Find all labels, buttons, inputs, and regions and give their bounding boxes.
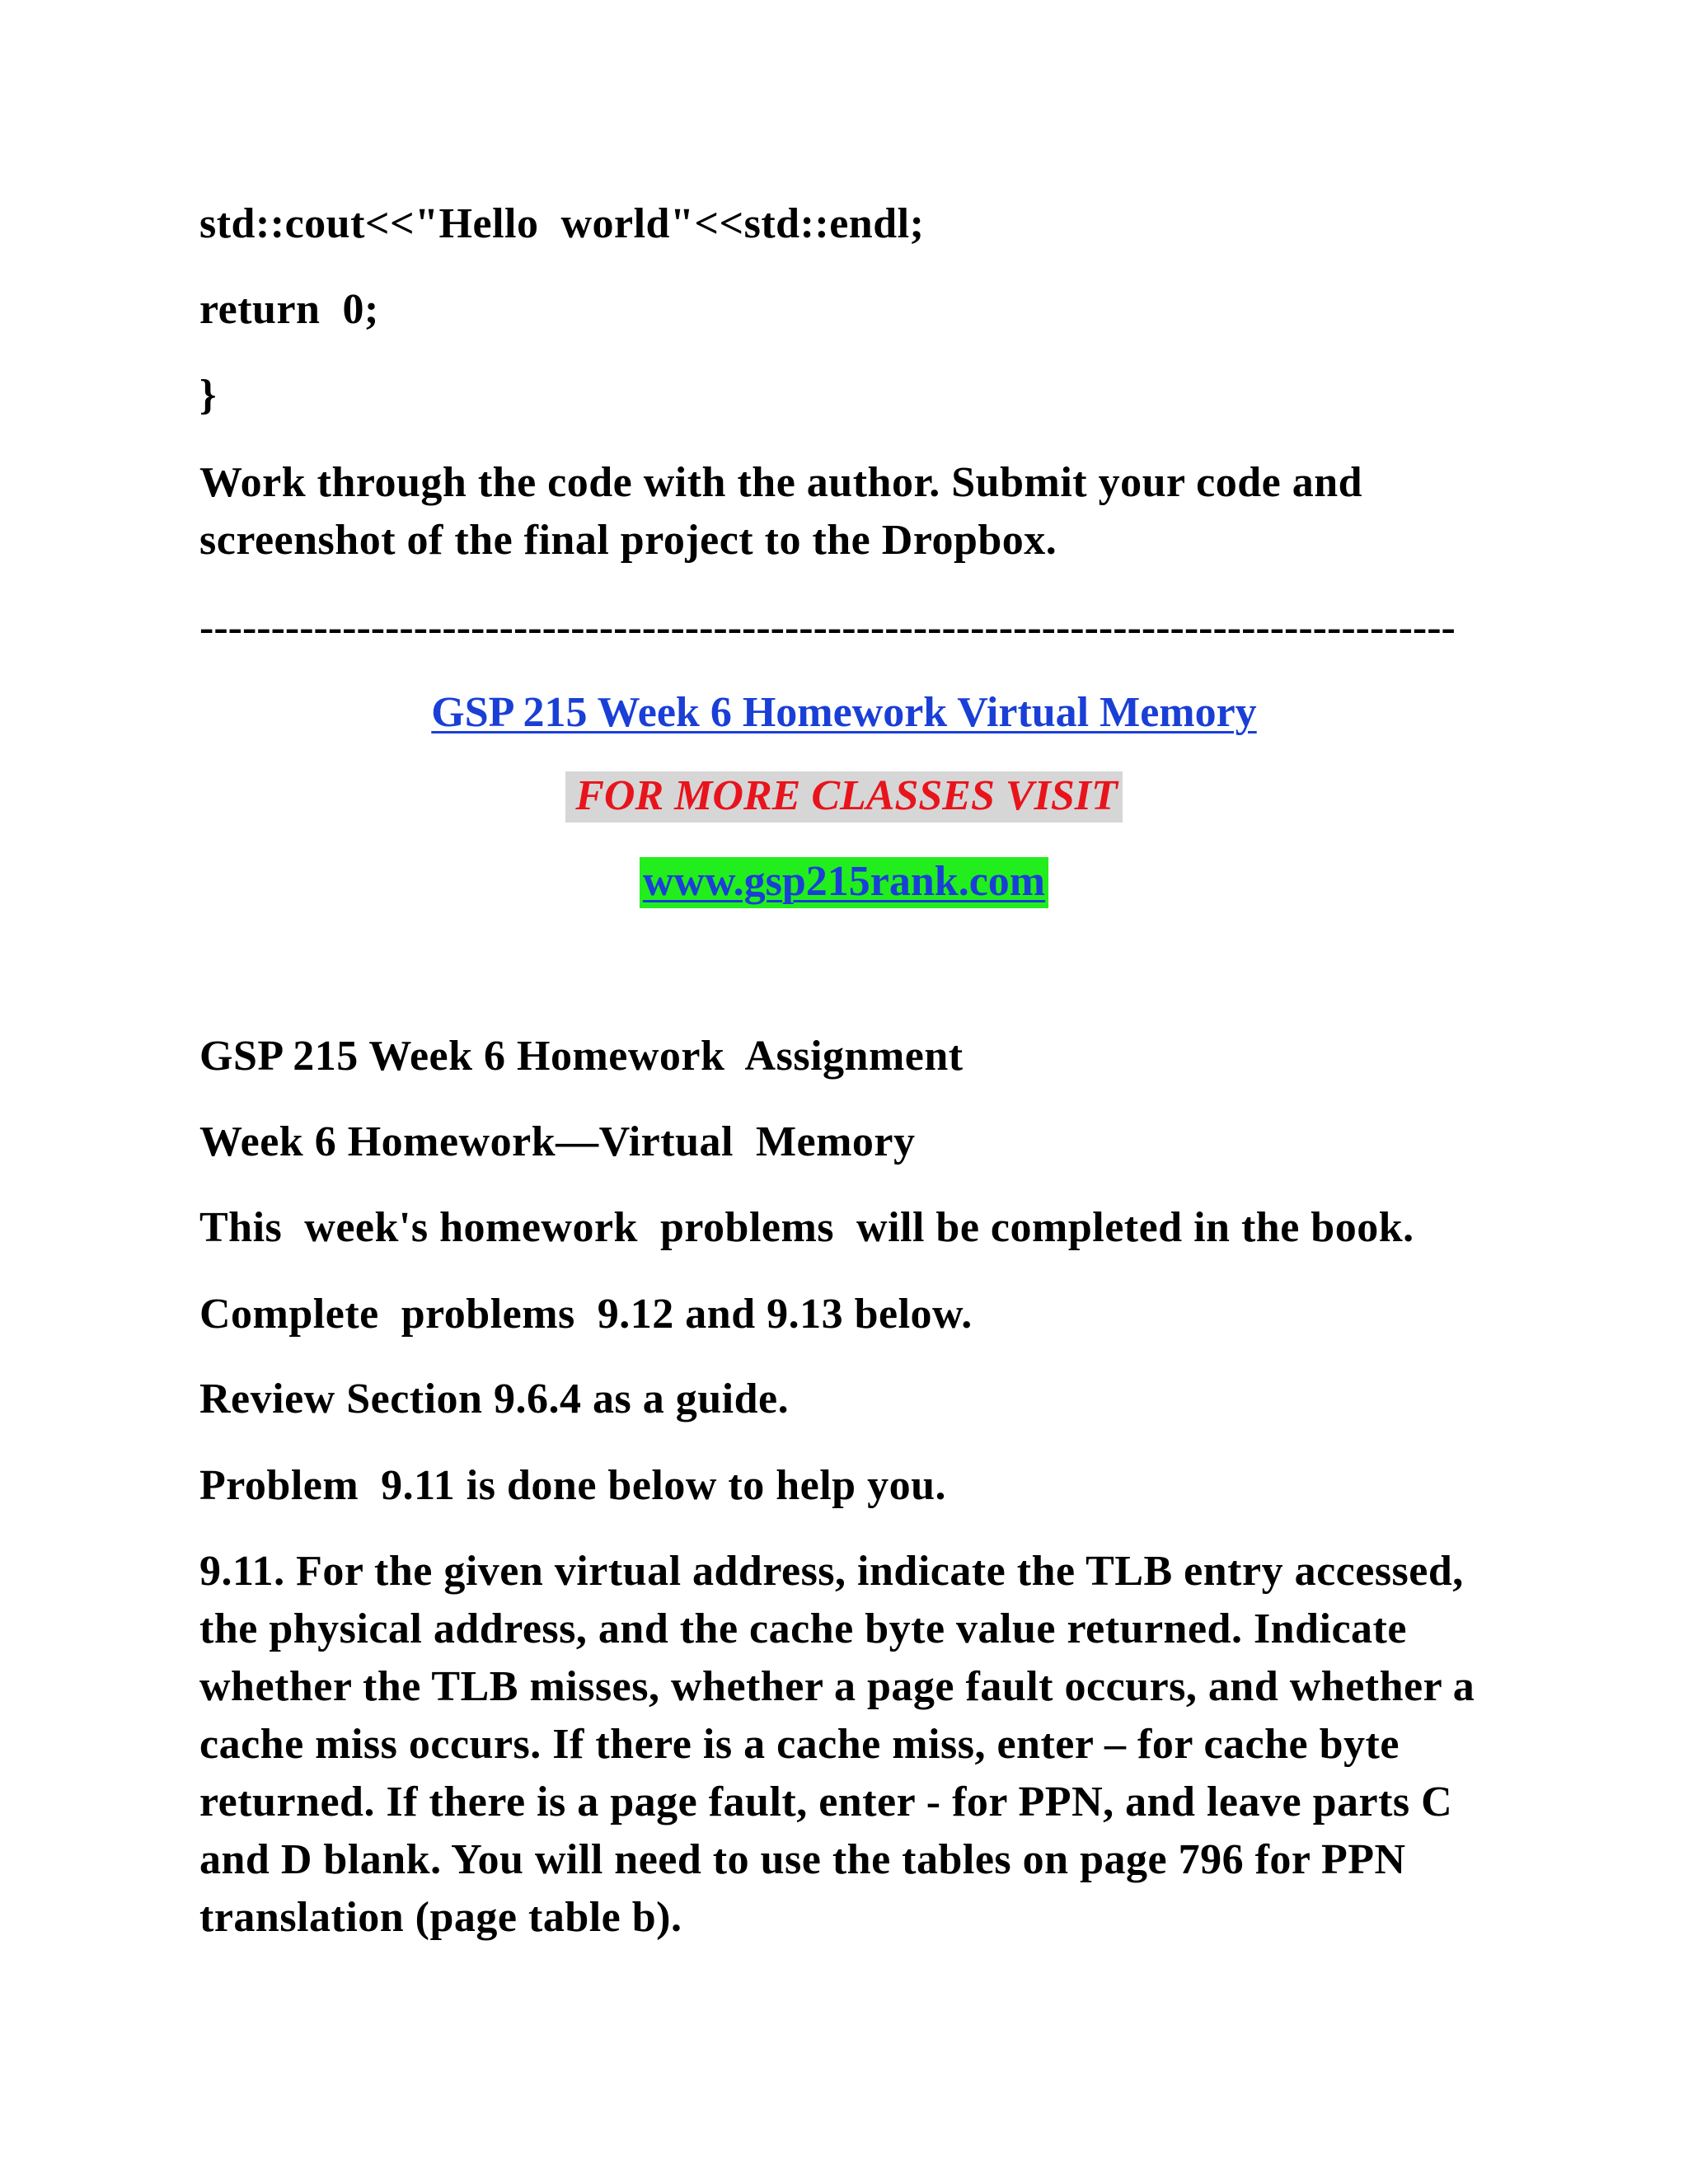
homework-title-link[interactable]: GSP 215 Week 6 Homework Virtual Memory: [431, 689, 1257, 736]
promo-title-row: [0, 688, 1688, 738]
website-link[interactable]: www.gsp215rank.com: [640, 857, 1048, 908]
instruction-review: Review Section 9.6.4 as a guide.: [199, 1376, 790, 1422]
promo-visit-row: [0, 771, 1688, 823]
instruction-problems: Complete problems 9.12 and 9.13 below.: [199, 1291, 973, 1338]
assignment-subheading: Week 6 Homework—Virtual Memory: [199, 1118, 916, 1165]
problem-9-11-paragraph: 9.11. For the given virtual address, indicate the TLB entry accessed, the physical address, and the cache byte value returned. Indicate whether the TLB misses, whether a page fault occurs, and whether a cache miss occurs. If there is a cache miss, enter – for cache byte returned. If there is a page fault, enter - for PPN, and leave parts C and D blank. You will need to use the tables on page 796 for PPN translation (page table b).: [199, 1548, 1475, 1941]
instruction-book: This week's homework problems will be completed in the book.: [199, 1204, 1414, 1251]
code-line-closing-brace: }: [199, 372, 217, 419]
code-line-cout: std::cout<<"Hello world"<<std::endl;: [199, 200, 925, 247]
promo-site-row: [0, 857, 1688, 908]
more-classes-banner: FOR MORE CLASSES VISIT: [565, 771, 1123, 823]
intro-paragraph: Work through the code with the author. Submit your code and screenshot of the final project to the Dropbox.: [199, 459, 1363, 564]
assignment-heading: GSP 215 Week 6 Homework Assignment: [199, 1033, 964, 1080]
separator-line: ----------------------------------------------------------------------------------------: [199, 604, 1456, 651]
instruction-example: Problem 9.11 is done below to help you.: [199, 1462, 947, 1509]
code-line-return: return 0;: [199, 286, 379, 333]
